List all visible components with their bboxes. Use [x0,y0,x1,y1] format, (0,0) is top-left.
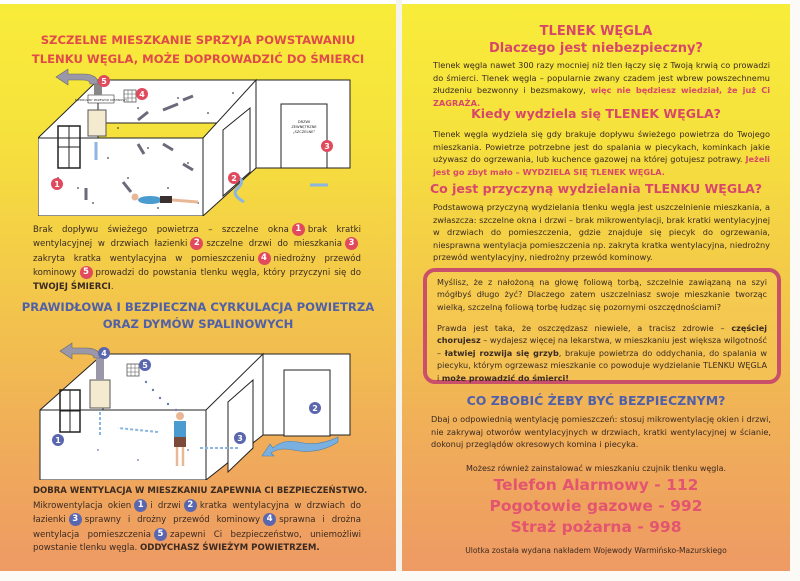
badge-5: 5 [80,266,93,279]
sealed-apartment-illustration [38,68,368,216]
cause-heading: Co jest przyczyną wydzielania TLENKU WĘGLA? [429,181,762,196]
text-run: Brak dopływu świeżego powietrza – szczelne okna [33,225,289,235]
marker-blue-5: 5 [142,361,148,370]
ventilation-illustration [38,340,358,480]
text-run: Jeżeli jest go zbyt mało – WYDZIELA SIĘ TLENEK WĘGLA. [433,154,770,177]
badge-2: 2 [190,237,203,250]
room-floor [38,138,203,216]
text-run: – wydajesz więcej na lekarstwa, w mieszkaniu jest większa wilgotność – [437,335,767,358]
badge-blue-1: 1 [134,499,147,512]
left-title-line1: SZCZELNE MIESZKANIE SPRZYJA POWSTAWANIU [40,33,356,47]
door-label-3: „SZCZELNE” [292,130,316,134]
exhaust-arrow [56,69,98,85]
door-label-2: ZEWNĘTRZNE [291,125,317,129]
left-panel [0,4,396,571]
door-label-1: DRZWI [297,120,311,124]
left-title-line2: TLENKU WĘGLA, MOŻE DOPROWADZIĆ DO ŚMIERCI [31,52,365,66]
text-run: i drzwi [150,501,181,511]
left-title [0,31,396,69]
marker-blue-4: 4 [101,349,107,358]
badge-3: 3 [345,237,358,250]
marker-5: 5 [101,77,107,86]
right-title-line1: TLENEK WĘGLA [539,24,653,39]
gas-heater-icon [88,110,106,136]
badge-blue-2: 2 [184,499,197,512]
text-run: kratka wentylacyjna w drzwiach do łazienki [33,501,361,526]
safety-heading: CO ZBOBIĆ ŻEBY BYĆ BEZPIECZNYM? [466,393,726,408]
text-run: łatwiej rozwija się grzyb [444,347,559,358]
text-run: prowadzi do powstania tlenku węgla, który przyczyni się do [95,268,361,279]
marker-1: 1 [54,180,60,189]
text-run: Prawda jest taka, że oszczędzasz niewiele, a tracisz zdrowie – [437,323,725,333]
badge-blue-3: 3 [69,513,82,526]
text-run: , brakuje powietrza do oddychania, do spalania w piecyku, którym ogrzewasz mieszkanie co powoduje wydzielanie TLENKU WĘGLA i [437,347,768,383]
phone-emergency: Telefon Alarmowy - 112 [493,476,699,494]
text-run: Tlenek węgla nawet 300 razy mocniej niż tlen łączy się z Twoją krwią co prowadzi do śmierci. Tlenek węgla – popularnie zwany czadem jest wbrew powszechnemu złudzeniu bezwonny i bezsmakowy, [433,60,770,96]
detector-note: Możesz również zainstalować w mieszkaniu czujnik tlenku węgla. [465,464,727,473]
phone-gas: Pogotowie gazowe - 992 [489,497,703,515]
scan-margin [0,571,800,581]
incoming-air-arrow [262,437,338,456]
good-ventilation-paragraph [33,499,361,556]
text-run: TWOJEJ ŚMIERCI [33,281,111,292]
warning-question: Myślisz, że z nałożoną na głowę foliową torbą, szczelnie zawiązaną na szyi mógłbyś długo żyć? Dlaczego zatem uszczelniasz swoje mieszkanie tworząc wielką, szczelną foliową torbę łudząc się pozornymi oszczędnościami? [437,277,767,312]
circulation-title-line2: ORAZ DYMÓW SPALINOWYCH [102,317,294,331]
danger-paragraph [433,59,770,109]
text-run: ODDYCHASZ ŚWIEŻYM POWIETRZEM. [139,543,320,554]
marker-blue-2: 2 [312,404,318,413]
when-heading: Kiedy wydziela się TLENEK WĘGLA? [471,106,721,121]
cause-paragraph: Podstawową przyczyną wydzielania tlenku węgla jest uszczelnienie mieszkania, a zwłaszcza: szczelne okna i drzwi – brak mikrowentylacji, brak kratki wentylacyjnej w drzwiach do pomieszczenia, gdzie znajduje się piecyk do ogrzewania, niesprawna wentylacja pomieszczenia np. zakryta kratka wentylacyjna, niedrożny przewód wentylacyjny, niedrożny przewód kominowy. [433,202,770,263]
heater-label: NIEDROŻNY PRZEWÓD KOMINOWY [74,98,128,102]
entrance-door-2 [284,370,330,436]
circulation-title-line1: PRAWIDŁOWA I BEZPIECZNA CYRKULACJA POWIETRZA [21,300,375,314]
text-run: . [110,281,114,292]
text-run: Mikrowentylacja okien [33,501,132,511]
page-edge [790,0,800,581]
marker-4: 4 [139,90,145,99]
marker-3: 3 [324,142,330,151]
badge-blue-5: 5 [154,528,167,541]
badge-1: 1 [292,223,305,236]
text-run: sprawna i drożna wentylacja pomieszczenia [33,515,361,540]
text-run: częściej chorujesz [437,323,767,346]
badge-blue-4: 4 [263,513,276,526]
marker-2: 2 [231,174,237,183]
warning-answer [437,322,767,384]
circulation-title [0,299,396,333]
phone-fire: Straż pożarna - 998 [510,518,682,536]
entrance-door [281,104,327,168]
right-title [402,23,790,57]
text-run: zakryta kratka wentylacyjna w pomieszczeniu [33,253,255,264]
text-run: zapewni Ci bezpieczeństwo, uniemożliwi powstanie tlenku węgla. [33,529,361,554]
badge-4: 4 [258,252,271,265]
right-title-line2: Dlaczego jest niebezpieczny? [489,41,703,56]
marker-blue-3: 3 [237,434,243,443]
gas-heater-icon-2 [90,380,110,408]
good-ventilation-heading: DOBRA WENTYLACJA W MIESZKANIU ZAPEWNIA CI BEZPIECZEŃSTWO. [33,486,368,496]
text-run: więc nie będziesz wiedział, że już Ci ZAGRAŻA. [433,85,771,108]
text-run: niedrożny przewód kominowy [33,253,361,279]
when-paragraph [433,128,770,178]
exhaust-arrow-2 [60,343,100,359]
text-run: Tlenek węgla wydziela się gdy brakuje dopływu świeżego powietrza do Twojego mieszkania. Powietrze potrzebne jest do spalania w piecykach, kominkach jakie używasz do ogrzewania, lub kuchence gazowej na której gotujesz potrawy. [433,129,770,165]
publisher-footer: Ulotka została wydana nakładem Wojewody Warmińsko-Mazurskiego [465,546,727,555]
hazards-paragraph [33,223,361,294]
marker-blue-1: 1 [55,436,61,445]
text-run: brak kratki wentylacyjnej w drzwiach łazienki [33,225,361,250]
text-run: może prowadzić do śmierci! [441,372,569,383]
text-run: szczelne drzwi do mieszkania [206,239,342,250]
text-run: sprawny i drożny przewód kominowy [84,515,261,526]
safety-paragraph: Dbaj o odpowiednią wentylację pomieszczeń: stosuj mikrowentylację okien i drzwi, nie zakrywaj otworów wentylacyjnych w drzwiach, kratki wentylacyjnej w ścianie, dokonuj przeglądów okresowych komina i piecyka. [431,414,771,450]
